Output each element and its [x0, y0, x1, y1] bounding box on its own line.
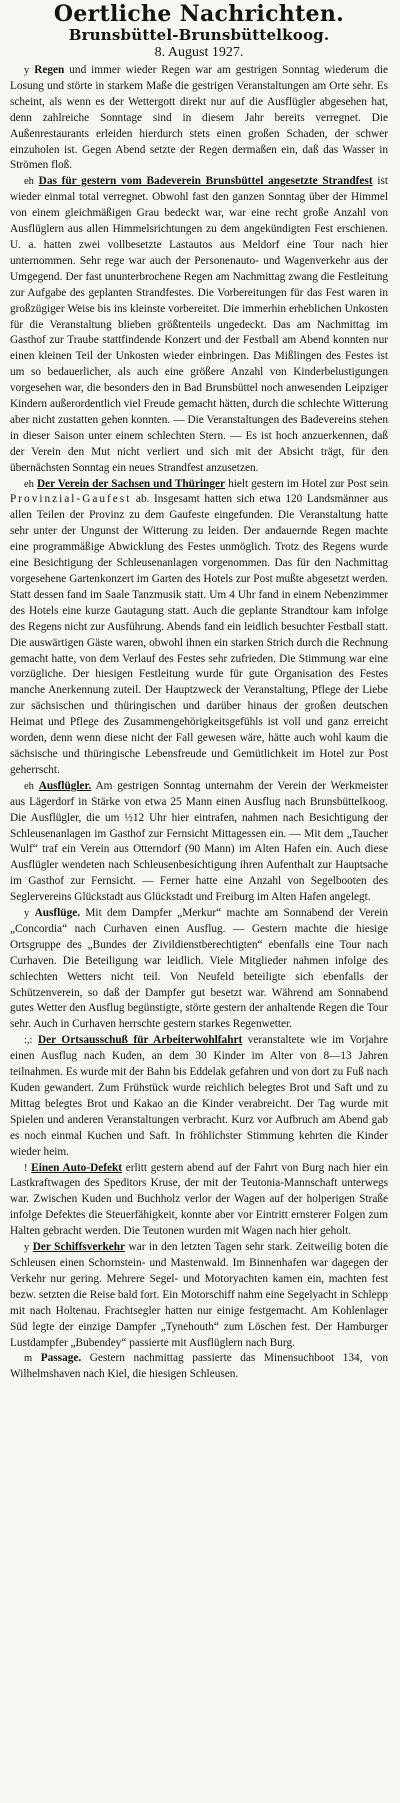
article-lead: Der Verein der Sachsen und Thüringer: [36, 477, 226, 490]
section-title: Oertliche Nachrichten.: [53, 1, 345, 27]
article-passage: [10, 1351, 388, 1383]
article-lead: Ausflügler.: [38, 779, 92, 792]
article-mark: :,:: [24, 1035, 33, 1047]
article-lead: Das für gestern vom Badeverein Brunsbüttel angesetzte Strandfest: [38, 175, 373, 188]
article-text: ab. Insgesamt hatten sich etwa 120 Landsmänner aus allen Teilen der Provinz zu dem Gaufeste eingefunden. Die Veranstaltung hatte sehr unter der Ungunst der Witterung zu leiden. Der andauernde Regen machte eine programmäßige Abwicklung des Festes unmöglich. Trotz des Regens wurde eine Besichtigung der Schleusenanlagen vorgenommen. Das für den Nachmittag vorgesehene Gartenkonzert im Garten des Hotels zur Post mußte abgesetzt werden. Statt dessen fand im Saale Tanzmusik statt. Um 4 Uhr fand in einem Nebenzimmer des Hotels eine kurze Gautagung statt. Auch die geplante Strandtour kam infolge des Regens nicht zur Ausführung. Abends fand ein leidlich besuchter Festball statt. Die auswärtigen Gäste waren, obwohl ihnen ein starken Strich durch die Rechnung gemacht hatte, von dem Verlauf des Festes sehr zufrieden. Die Stimmung war eine vorzügliche. Der hiesigen Festleitung wurde für gute Organisation des Festes manche Anerkennung zuteil. Der Hauptzweck der Veranstaltung, Pflege der Liebe zur sächsischen und thüringischen und darüber hinaus der großen deutschen Heimat und Pflege des Zusammengehörigkeitsgefühls ist voll und ganz erreicht worden, denn wenn diese nicht der Fall gewesen wäre, hätte auch wohl kaum die sächsische und thüringische Lebensfreude und Gemütlichkeit im Hotel zur Post geherrscht.: [10, 493, 388, 776]
article-text: veranstaltete wie im Vorjahre einen Ausflug nach Kuden, an dem 30 Kinder im Alter von 8—13 Jahren teilnahmen. Es wurde mit der Bahn bis Eddelak gefahren und von dort zu Fuß nach Kuden gewandert. Zum Frühstück wurde reichlich belegtes Brot und Saft und zu Mittag belegtes Brot und Kakao an die Kinder verabreicht. Der Tag wurde mit Spielen und anderen Veranstaltungen verbracht. Kurz vor Aufbruch am Abend gab es noch einmal Kuchen und Saft. In fröhlichster Stimmung kehrten die Kinder wieder heim.: [10, 1034, 388, 1158]
article-strandfest: [10, 174, 388, 476]
article-sachsen-thueringer: [10, 477, 388, 779]
issue-date: 8. August 1927.: [154, 45, 244, 60]
article-mark: eh: [24, 176, 34, 188]
article-auto-defekt: [10, 1161, 388, 1241]
article-lead: Regen: [34, 64, 65, 76]
article-text: und immer wieder Regen war am gestrigen Sonntag wiederum die Losung und störte in starkem Maße die gestrigen Veranstaltungen am Orte sehr. Es scheint, als wenn es der Wettergott direkt nur auf die Ausflügler abgesehen hat, denn zahlreiche Sonntage sind in diesem Jahr bereits verregnet. Die Außenrestaurants erleiden hierdurch stets einen großen Schaden, der schwer einzuholen ist. Gegen Abend setzte der Regen dermaßen ein, daß das Wasser in Strömen floß.: [10, 64, 388, 172]
article-text: erlitt gestern abend auf der Fahrt von Burg nach hier ein Lastkraftwagen des Speditors Kruse, der mit der Teutonia-Mannschaft unterwegs war. Zwischen Kuden und Buchholz verlor der Wagen auf der holperigen Straße infolge Defektes die Steuerfähigkeit, konnte aber vor Eintritt ernsterer Folgen zum Halten gebracht werden. Die Teutonen wurden mit Wagen nach hier geholt.: [10, 1161, 389, 1238]
article-mark: y: [24, 65, 30, 76]
article-regen: [10, 63, 388, 174]
article-text: hielt gestern im Hotel zur Post sein: [225, 477, 388, 490]
article-text: ist wieder einmal total verregnet. Obwohl fast den ganzen Sonntag über der Himmel von einem gleichmäßigen Grau bedeckt war, war eine recht große Anzahl von Ausflüglern aus allen Himmelsrichtungen zu dem angekündigten Fest erschienen. U. a. hatten zwei vollbesetzte Lastautos aus Meldorf eine Tour nach hier unternommen. Sehr rege war auch der Personenauto- und Wagenverkehr aus der Umgegend. Der fast ununterbrochene Regen am Nachmittag zwang die Festleitung zur Aufgabe des geplanten Strandfestes. Die Vorbereitungen für das Fest waren in großzügiger Weise bis ins kleinste vorbereitet. Die immerhin erheblichen Unkosten für die Veranstaltung blieben größtenteils ungedeckt. Das am Nachmittag im Gasthof zur Traube stattfindende Konzert und der Festball am Abend konnten nur einen kleinen Teil der Unkosten wieder einbringen. Das Mißlingen des Festes ist um so bedauerlicher, als auch eine größere Anzahl von Kinderbelustigungen vorgesehen war, die besonders den in Bad Brunsbüttel noch anwesenden Leipziger Kindern außerordentlich viel Freude gemacht hätten, durch die schlechte Witterung aber nicht zustatten gehen konnten. — Die Veranstaltungen des Badevereins stehen in dieser Saison unter einem schlechten Stern. — Es ist hoch anzuerkennen, daß der Verein den Mut nicht verliert und sich mit der Absicht trägt, für den übernächsten Sonntag ein neues Strandfest anzusetzen.: [10, 175, 388, 474]
article-lead: Der Ortsausschuß für Arbeiterwohlfahrt: [37, 1034, 243, 1047]
article-lead: Einen Auto-Defekt: [31, 1161, 123, 1174]
place-heading: Brunsbüttel-Brunsbüttelkoog.: [68, 26, 330, 44]
article-lead: Passage.: [40, 1352, 82, 1365]
article-lead: Der Schiffsverkehr: [32, 1241, 126, 1254]
article-text: Am gestrigen Sonntag unternahm der Verein der Werkmeister aus Lägerdorf in Stärke von etwa 25 Mann einen Ausflug nach Brunsbüttelkoog. Die Ausflügler, die um ½12 Uhr hier eintrafen, nahmen nach Besichtigung der Schleusenanlagen im Gasthof zur Fernsicht Mittagessen ein. — Mit dem „Taucher Wulf“ traf ein Verein aus Otterndorf (90 Mann) im Alten Hafen ein. Auch diese Ausflügler wendeten nach Schleusenbesichtigung ihren Aufenthalt zur Hauptsache im Gasthof zur Fernsicht. — Ferner hatte eine Anzahl von Segelbooten des Seglervereins Glückstadt aus Glückstadt und Freiburg im Alten Hafen angelegt.: [10, 779, 388, 904]
article-emphasis: Provinzial-Gaufest: [10, 493, 132, 506]
article-ausfluege: [10, 906, 388, 1033]
article-mark: m: [24, 1353, 33, 1365]
article-mark: y: [24, 908, 30, 920]
article-mark: eh: [24, 780, 34, 792]
article-text: Gestern nachmittag passierte das Minensuchboot 134, von Wilhelmshaven nach Kiel, die hiesigen Schleusen.: [10, 1352, 388, 1381]
article-mark: eh: [24, 478, 34, 490]
article-mark: !: [24, 1162, 28, 1174]
article-arbeiterwohlfahrt: [10, 1033, 388, 1160]
article-schiffsverkehr: [10, 1240, 388, 1351]
article-text: war in den letzten Tagen sehr stark. Zeitweilig boten die Schleusen einen Schornstein- und Mastenwald. Im Binnenhafen war dagegen der Verkehr nur gering. Mehrere Segel- und Motoryachten kamen ein, machten fest bezw. setzten die Reise bald fort. Ein Motorschiff nahm eine Segelyacht in Schlepp mit nach Holtenau. Frachtsegler hatten nur einige festgemacht. Am Kohlenlager Süd legte der einzige Dampfer „Tynehouth“ zum Löschen fest. Der Hamburger Lustdampfer „Bubendey“ passierte mit Ausflüglern nach Burg.: [10, 1241, 389, 1349]
article-ausfluegler: [10, 779, 388, 906]
masthead: [10, 2, 388, 61]
article-mark: y: [24, 1242, 30, 1254]
article-text: Mit dem Dampfer „Merkur“ machte am Sonnabend der Verein „Concordia“ nach Curhaven einen Ausflug. — Gestern machte die hiesige Ortsgruppe des „Bundes der Zivildienstberechtigten“ ebenfalls eine Tour nach Curhaven. Die Beteiligung war leidlich. Viele Mitglieder nahmen infolge des schlechten Wetters nicht teil. Von Neufeld beteiligte sich ebenfalls der Schützenverein, so daß der Dampfer gut besetzt war. Während am Sonnabend gutes Wetter den Ausflug begünstigte, störte gestern der anhaltende Regen die Tour sehr. Auch in Curhaven herrschte gestern starkes Regenwetter.: [10, 907, 388, 1031]
article-lead: Ausflüge.: [34, 907, 81, 920]
